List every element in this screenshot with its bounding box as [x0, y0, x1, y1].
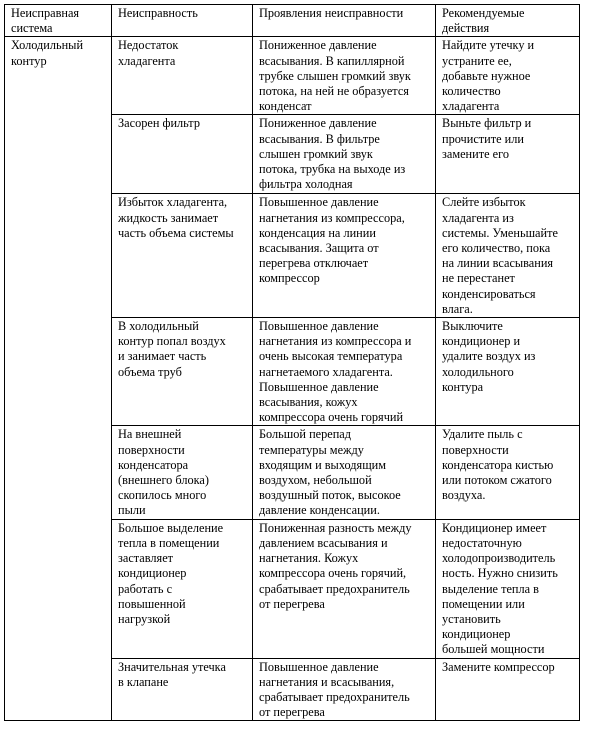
system-cell: Холодильный контур — [5, 37, 112, 721]
fault-cell: В холодильный контур попал воздух и занимает часть объема труб — [112, 318, 253, 426]
action-cell: Слейте избыток хладагента из системы. Уменьшайте его количество, пока на линии всасывания не перестанет конденсироваться влага. — [436, 194, 580, 318]
fault-cell: Засорен фильтр — [112, 115, 253, 194]
symptoms-cell: Большой перепад температуры между входящим и выходящим воздухом, небольшой воздушный поток, высокое давление конденсации. — [253, 426, 436, 519]
symptoms-cell: Пониженная разность между давлением всасывания и нагнетания. Кожух компрессора очень горячий, срабатывает предохранитель от перегрева — [253, 519, 436, 658]
header-action: Рекомендуемые действия — [436, 5, 580, 37]
symptoms-cell: Пониженное давление всасывания. В фильтре слышен громкий звук потока, трубка на выходе из фильтра холодная — [253, 115, 436, 194]
fault-cell: Значительная утечка в клапане — [112, 658, 253, 721]
action-cell: Удалите пыль с поверхности конденсатора кистью или потоком сжатого воздуха. — [436, 426, 580, 519]
symptoms-cell: Повышенное давление нагнетания из компрессора и очень высокая температура нагнетаемого хладагента. Повышенное давление всасывания, кожух компрессора очень горячий — [253, 318, 436, 426]
table-row — [5, 37, 580, 115]
fault-cell: Недостаток хладагента — [112, 37, 253, 115]
action-cell: Выключите кондиционер и удалите воздух из холодильного контура — [436, 318, 580, 426]
fault-cell: Избыток хладагента, жидкость занимает часть объема системы — [112, 194, 253, 318]
symptoms-cell: Пониженное давление всасывания. В капиллярной трубке слышен громкий звук потока, на ней не образуется конденсат — [253, 37, 436, 115]
faults-table — [4, 4, 580, 721]
action-cell: Выньте фильтр и прочистите или замените его — [436, 115, 580, 194]
symptoms-cell: Повышенное давление нагнетания из компрессора, конденсация на линии всасывания. Защита от перегрева отключает компрессор — [253, 194, 436, 318]
header-system: Неисправная система — [5, 5, 112, 37]
header-fault: Неисправность — [112, 5, 253, 37]
fault-cell: На внешней поверхности конденсатора (внешнего блока) скопилось много пыли — [112, 426, 253, 519]
action-cell: Найдите утечку и устраните ее, добавьте нужное количество хладагента — [436, 37, 580, 115]
symptoms-cell: Повышенное давление нагнетания и всасывания, срабатывает предохранитель от перегрева — [253, 658, 436, 721]
header-symptoms: Проявления неисправности — [253, 5, 436, 37]
action-cell: Замените компрессор — [436, 658, 580, 721]
header-row — [5, 5, 580, 37]
action-cell: Кондиционер имеет недостаточную холодопроизводитель ность. Нужно снизить выделение тепла в помещении или установить кондиционер большей мощности — [436, 519, 580, 658]
fault-cell: Большое выделение тепла в помещении заставляет кондиционер работать с повышенной нагрузкой — [112, 519, 253, 658]
